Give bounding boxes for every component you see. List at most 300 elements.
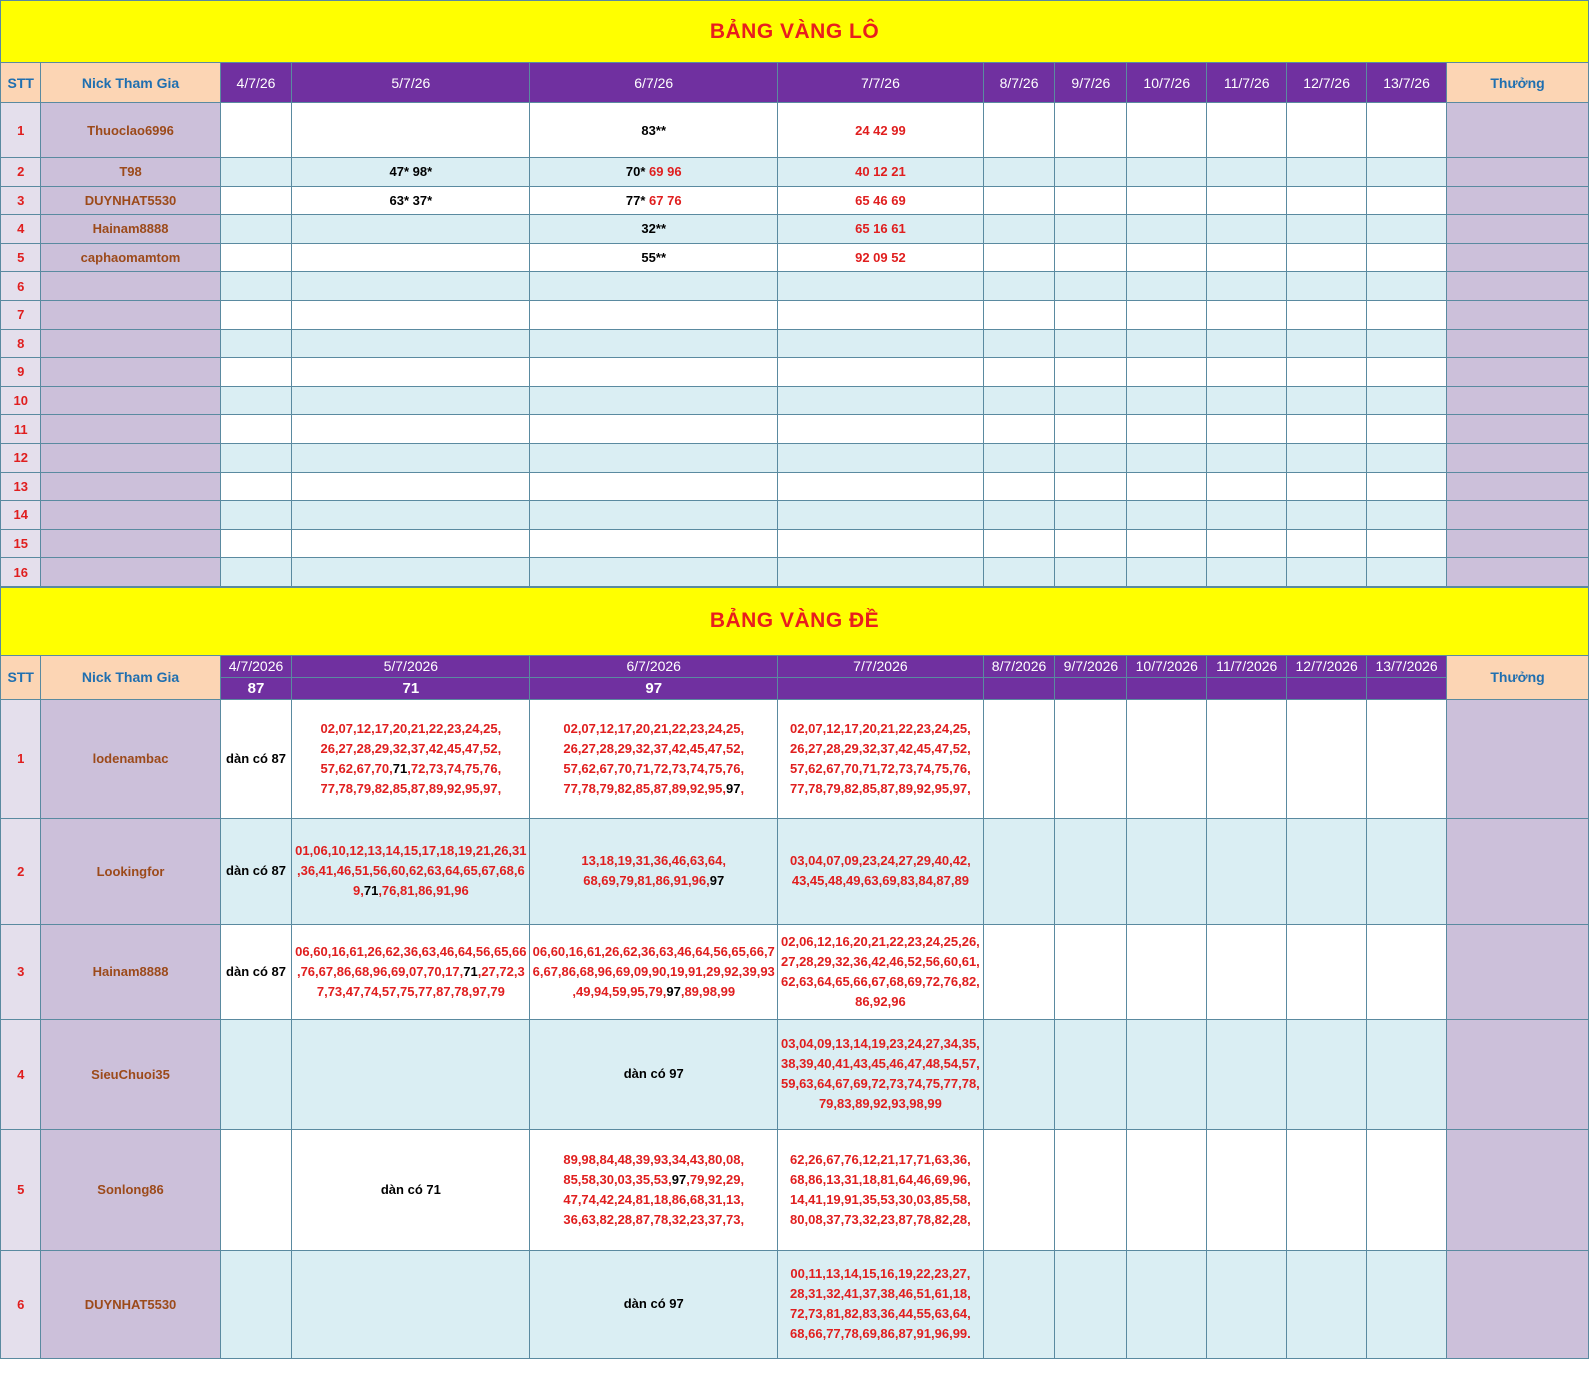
day-cell: [1127, 158, 1207, 187]
day-cell: [1367, 443, 1447, 472]
day-cell: [983, 103, 1055, 158]
day-cell: [778, 529, 983, 558]
day-cell: [1055, 818, 1127, 924]
cell-text: 70*: [625, 164, 650, 180]
day-cell: [1207, 272, 1287, 301]
day-cell: [292, 529, 530, 558]
day-cell: [983, 158, 1055, 187]
day-cell: [1127, 558, 1207, 587]
day-cell: [292, 1129, 530, 1250]
table-row: [1, 272, 1589, 301]
cell-text: 89,98,84,48,39,93,34,43,80,08, 85,58,30,03,35,53,: [563, 1151, 745, 1187]
cell-text: 47* 98*: [389, 164, 433, 180]
result-number: [1055, 677, 1127, 699]
cell-text: 03,04,09,13,14,19,23,24,27,34,35, 38,39,40,41,43,45,46,47,48,54,57, 59,63,64,67,69,72,73,74,75,77,78, 79,83,89,92,93,98,99: [781, 1036, 980, 1112]
day-cell: [778, 158, 983, 187]
day-cell: [530, 818, 778, 924]
day-cell: [1207, 329, 1287, 358]
reward-cell: [1447, 358, 1589, 387]
day-cell: [778, 103, 983, 158]
day-cell: [1055, 1250, 1127, 1358]
reward-cell: [1447, 158, 1589, 187]
day-cell: [1287, 472, 1367, 501]
day-cell: [1207, 1129, 1287, 1250]
cell-text: 97: [709, 873, 725, 889]
reward-cell: [1447, 215, 1589, 244]
day-cell: [1207, 501, 1287, 530]
day-cell: [983, 386, 1055, 415]
cell-text: 97: [726, 780, 741, 796]
reward-cell: [1447, 501, 1589, 530]
day-cell: [1207, 415, 1287, 444]
table-row: [1, 103, 1589, 158]
nick-name: DUYNHAT5530: [41, 186, 220, 215]
table-row: [1, 158, 1589, 187]
day-cell: [292, 501, 530, 530]
row-number: 12: [1, 443, 41, 472]
day-cell: [530, 358, 778, 387]
day-cell: [1367, 699, 1447, 818]
day-cell: [1287, 215, 1367, 244]
day-cell: [1287, 443, 1367, 472]
nick-name: Hainam8888: [41, 924, 220, 1019]
day-cell: [292, 386, 530, 415]
reward-cell: [1447, 529, 1589, 558]
lo-table: [0, 0, 1589, 587]
day-cell: [1055, 386, 1127, 415]
table-row: [1, 699, 1589, 818]
day-cell: [1287, 415, 1367, 444]
day-cell: [1055, 158, 1127, 187]
day-cell: [220, 272, 292, 301]
day-cell: [1367, 924, 1447, 1019]
day-cell: [1207, 472, 1287, 501]
day-cell: [983, 358, 1055, 387]
cell-text: ,27,72,3 7,73,47,74,57,75,77,87,78,97,79: [316, 963, 525, 999]
day-cell: [778, 443, 983, 472]
nick-name: [41, 443, 220, 472]
nick-name: T98: [41, 158, 220, 187]
day-cell: [1207, 186, 1287, 215]
day-cell: [1367, 472, 1447, 501]
day-cell: [1127, 215, 1207, 244]
reward-cell: [1447, 186, 1589, 215]
cell-text: 63* 37*: [389, 192, 433, 208]
day-cell: [1287, 1019, 1367, 1129]
day-cell: [778, 358, 983, 387]
de-title: BẢNG VÀNG ĐỀ: [1, 587, 1589, 655]
day-cell: [983, 415, 1055, 444]
row-number: 4: [1, 215, 41, 244]
day-cell: [1367, 272, 1447, 301]
cell-text: ,76,81,86,91,96: [378, 883, 469, 899]
day-cell: [1287, 924, 1367, 1019]
day-cell: [1127, 443, 1207, 472]
date-header: 13/7/2026: [1367, 655, 1447, 677]
day-cell: [1287, 386, 1367, 415]
result-number: [1207, 677, 1287, 699]
day-cell: [220, 243, 292, 272]
day-cell: [1055, 501, 1127, 530]
day-cell: [1207, 300, 1287, 329]
day-cell: [530, 300, 778, 329]
day-cell: [530, 386, 778, 415]
day-cell: [1127, 358, 1207, 387]
nick-name: SieuChuoi35: [41, 1019, 220, 1129]
day-cell: [530, 1250, 778, 1358]
day-cell: [1055, 186, 1127, 215]
reward-cell: [1447, 272, 1589, 301]
day-cell: [1127, 186, 1207, 215]
table-row: [1, 501, 1589, 530]
day-cell: [983, 1019, 1055, 1129]
day-cell: [983, 818, 1055, 924]
reward-cell: [1447, 329, 1589, 358]
day-cell: [1207, 1250, 1287, 1358]
reward-header: Thưởng: [1447, 63, 1589, 103]
day-cell: [1287, 272, 1367, 301]
day-cell: [530, 186, 778, 215]
day-cell: [1055, 329, 1127, 358]
day-cell: [292, 699, 530, 818]
cell-text: 71: [363, 883, 379, 899]
row-number: 5: [1, 243, 41, 272]
day-cell: [1207, 103, 1287, 158]
cell-text: 13,18,19,31,36,46,63,64, 68,69,79,81,86,91,96,: [581, 853, 726, 889]
cell-text: 71: [463, 963, 478, 979]
cell-text: 40 12 21: [855, 164, 906, 180]
de-table: [0, 587, 1589, 1359]
nick-name: DUYNHAT5530: [41, 1250, 220, 1358]
day-cell: [530, 924, 778, 1019]
cell-text: 62,26,67,76,12,21,17,71,63,36, 68,86,13,31,18,81,64,46,69,96, 14,41,19,91,35,53,30,03,85,58, 80,08,37,73,32,23,87,78,82,28,: [790, 1151, 971, 1227]
day-cell: [983, 501, 1055, 530]
day-cell: [1367, 103, 1447, 158]
cell-text: 00,11,13,14,15,16,19,22,23,27, 28,31,32,41,37,38,46,51,61,18, 72,73,81,82,83,36,44,55,63,64, 68,66,77,78,69,86,87,91,96,99.: [790, 1266, 971, 1342]
cell-text: 97: [666, 983, 681, 999]
date-header: 12/7/26: [1287, 63, 1367, 103]
day-cell: [1367, 243, 1447, 272]
cell-text: 71: [392, 760, 408, 776]
row-number: 5: [1, 1129, 41, 1250]
day-cell: [1127, 103, 1207, 158]
day-cell: [530, 1129, 778, 1250]
day-cell: [778, 501, 983, 530]
reward-cell: [1447, 1019, 1589, 1129]
day-cell: [1127, 300, 1207, 329]
day-cell: [292, 818, 530, 924]
row-number: 11: [1, 415, 41, 444]
day-cell: [1367, 415, 1447, 444]
day-cell: [1127, 329, 1207, 358]
row-number: 13: [1, 472, 41, 501]
stt-header: STT: [1, 63, 41, 103]
nick-name: [41, 272, 220, 301]
row-number: 3: [1, 186, 41, 215]
day-cell: [220, 1129, 292, 1250]
day-cell: [1367, 501, 1447, 530]
day-cell: [1287, 558, 1367, 587]
reward-cell: [1447, 386, 1589, 415]
row-number: 14: [1, 501, 41, 530]
nick-name: lodenambac: [41, 699, 220, 818]
day-cell: [983, 1129, 1055, 1250]
table-row: [1, 215, 1589, 244]
result-number: 97: [530, 677, 778, 699]
cell-text: 65 46 69: [855, 192, 906, 208]
table-row: [1, 558, 1589, 587]
day-cell: [1367, 300, 1447, 329]
day-cell: [292, 103, 530, 158]
day-cell: [530, 158, 778, 187]
day-cell: [292, 272, 530, 301]
table-row: [1, 529, 1589, 558]
table-row: [1, 386, 1589, 415]
nick-name: [41, 415, 220, 444]
table-row: [1, 1250, 1589, 1358]
cell-text: ,79,92,29, 47,74,42,24,81,18,86,68,31,13, 36,63,82,28,87,78,32,23,37,73,: [563, 1171, 745, 1227]
reward-cell: [1447, 699, 1589, 818]
cell-text: ,89,98,99: [680, 983, 736, 999]
day-cell: [983, 558, 1055, 587]
day-cell: [530, 103, 778, 158]
day-cell: [530, 1019, 778, 1129]
day-cell: [530, 529, 778, 558]
day-cell: [983, 243, 1055, 272]
day-cell: [1367, 329, 1447, 358]
day-cell: [1055, 529, 1127, 558]
day-cell: [530, 415, 778, 444]
reward-cell: [1447, 300, 1589, 329]
cell-text: 97: [671, 1171, 687, 1187]
date-header: 11/7/2026: [1207, 655, 1287, 677]
day-cell: [530, 443, 778, 472]
day-cell: [220, 300, 292, 329]
day-cell: [983, 329, 1055, 358]
day-cell: [220, 415, 292, 444]
day-cell: [1055, 243, 1127, 272]
row-number: 7: [1, 300, 41, 329]
day-cell: [220, 103, 292, 158]
day-cell: [1207, 443, 1287, 472]
date-header: 6/7/26: [530, 63, 778, 103]
reward-cell: [1447, 472, 1589, 501]
day-cell: [1055, 1129, 1127, 1250]
reward-cell: [1447, 443, 1589, 472]
day-cell: [1207, 558, 1287, 587]
day-cell: [530, 329, 778, 358]
reward-cell: [1447, 818, 1589, 924]
day-cell: [1127, 272, 1207, 301]
day-cell: [220, 158, 292, 187]
day-cell: [1127, 529, 1207, 558]
cell-text: 24 42 99: [855, 122, 906, 138]
day-cell: [983, 924, 1055, 1019]
day-cell: [1367, 1250, 1447, 1358]
day-cell: [1055, 443, 1127, 472]
date-header: 6/7/2026: [530, 655, 778, 677]
day-cell: [220, 558, 292, 587]
row-number: 2: [1, 158, 41, 187]
day-cell: [1287, 103, 1367, 158]
stt-header: STT: [1, 655, 41, 699]
day-cell: [778, 924, 983, 1019]
row-number: 6: [1, 1250, 41, 1358]
day-cell: [1055, 358, 1127, 387]
day-cell: [1367, 1129, 1447, 1250]
day-cell: [1055, 1019, 1127, 1129]
day-cell: [292, 1019, 530, 1129]
day-cell: [1287, 818, 1367, 924]
day-cell: [292, 358, 530, 387]
day-cell: [292, 472, 530, 501]
day-cell: [1127, 818, 1207, 924]
date-header: 7/7/2026: [778, 655, 983, 677]
cell-text: 06,60,16,61,26,62,36,63,46,64,56,65,66 ,76,67,86,68,96,69,07,70,17,: [295, 943, 527, 979]
day-cell: [1207, 358, 1287, 387]
day-cell: [220, 818, 292, 924]
day-cell: [1207, 699, 1287, 818]
day-cell: [1287, 358, 1367, 387]
date-header: 8/7/2026: [983, 655, 1055, 677]
day-cell: [220, 443, 292, 472]
day-cell: [778, 818, 983, 924]
day-cell: [530, 243, 778, 272]
day-cell: [778, 472, 983, 501]
nick-name: [41, 558, 220, 587]
day-cell: [1207, 924, 1287, 1019]
day-cell: [1207, 818, 1287, 924]
day-cell: [1127, 243, 1207, 272]
day-cell: [1287, 501, 1367, 530]
reward-cell: [1447, 415, 1589, 444]
result-number: [983, 677, 1055, 699]
date-header: 12/7/2026: [1287, 655, 1367, 677]
day-cell: [1055, 215, 1127, 244]
day-cell: [1055, 415, 1127, 444]
day-cell: [1207, 386, 1287, 415]
day-cell: [1055, 472, 1127, 501]
day-cell: [292, 415, 530, 444]
cell-text: 92 09 52: [855, 250, 906, 266]
cell-text: 65 16 61: [855, 221, 906, 237]
row-number: 10: [1, 386, 41, 415]
cell-text: 02,07,12,17,20,21,22,23,24,25, 26,27,28,29,32,37,42,45,47,52, 57,62,67,70,: [320, 720, 502, 776]
day-cell: [1287, 699, 1367, 818]
day-cell: [220, 215, 292, 244]
day-cell: [1287, 329, 1367, 358]
day-cell: [292, 243, 530, 272]
nick-name: [41, 358, 220, 387]
cell-text: ,: [740, 780, 745, 796]
cell-text: dàn có 87: [226, 963, 286, 979]
day-cell: [530, 215, 778, 244]
day-cell: [778, 558, 983, 587]
day-cell: [1287, 529, 1367, 558]
day-cell: [1055, 699, 1127, 818]
date-header: 9/7/26: [1055, 63, 1127, 103]
day-cell: [983, 186, 1055, 215]
day-cell: [983, 215, 1055, 244]
day-cell: [983, 272, 1055, 301]
day-cell: [1207, 529, 1287, 558]
cell-text: 55**: [641, 250, 666, 266]
day-cell: [220, 924, 292, 1019]
result-number: 71: [292, 677, 530, 699]
day-cell: [1367, 529, 1447, 558]
row-number: 6: [1, 272, 41, 301]
table-row: [1, 924, 1589, 1019]
cell-text: dàn có 87: [226, 863, 286, 879]
day-cell: [292, 329, 530, 358]
day-cell: [220, 472, 292, 501]
reward-cell: [1447, 924, 1589, 1019]
row-number: 15: [1, 529, 41, 558]
table-row: [1, 472, 1589, 501]
day-cell: [983, 443, 1055, 472]
date-header: 5/7/2026: [292, 655, 530, 677]
day-cell: [778, 1129, 983, 1250]
day-cell: [1127, 1129, 1207, 1250]
day-cell: [1055, 300, 1127, 329]
day-cell: [292, 558, 530, 587]
day-cell: [1127, 924, 1207, 1019]
day-cell: [220, 386, 292, 415]
cell-text: 02,07,12,17,20,21,22,23,24,25, 26,27,28,29,32,37,42,45,47,52, 57,62,67,70,71,72,73,74,75,76, 77,78,79,82,85,87,89,92,95,: [563, 720, 745, 796]
day-cell: [220, 529, 292, 558]
day-cell: [1207, 1019, 1287, 1129]
cell-text: ,72,73,74,75,76, 77,78,79,82,85,87,89,92,95,97,: [320, 760, 502, 796]
table-row: [1, 443, 1589, 472]
day-cell: [530, 501, 778, 530]
row-number: 1: [1, 699, 41, 818]
row-number: 9: [1, 358, 41, 387]
day-cell: [292, 443, 530, 472]
cell-text: 32**: [641, 221, 666, 237]
day-cell: [1367, 158, 1447, 187]
day-cell: [1127, 1250, 1207, 1358]
day-cell: [1207, 215, 1287, 244]
cell-text: 01,06,10,12,13,14,15,17,18,19,21,26,31 ,36,41,46,51,56,60,62,63,64,65,67,68,6 9,: [295, 843, 527, 899]
day-cell: [220, 1250, 292, 1358]
day-cell: [1055, 558, 1127, 587]
day-cell: [1127, 501, 1207, 530]
reward-cell: [1447, 558, 1589, 587]
reward-header: Thưởng: [1447, 655, 1589, 699]
row-number: 4: [1, 1019, 41, 1129]
day-cell: [1367, 1019, 1447, 1129]
day-cell: [292, 300, 530, 329]
result-number: [778, 677, 983, 699]
result-number: 87: [220, 677, 292, 699]
day-cell: [292, 215, 530, 244]
table-row: [1, 1129, 1589, 1250]
row-number: 16: [1, 558, 41, 587]
day-cell: [292, 186, 530, 215]
day-cell: [1055, 272, 1127, 301]
table-row: [1, 329, 1589, 358]
date-header: 4/7/2026: [220, 655, 292, 677]
reward-cell: [1447, 1250, 1589, 1358]
row-number: 8: [1, 329, 41, 358]
day-cell: [530, 558, 778, 587]
day-cell: [220, 699, 292, 818]
day-cell: [983, 300, 1055, 329]
day-cell: [983, 699, 1055, 818]
day-cell: [220, 186, 292, 215]
cell-text: 06,60,16,61,26,62,36,63,46,64,56,65,66,7 6,67,86,68,96,69,09,90,19,91,29,92,39,93 ,49,94,59,95,79,: [532, 943, 775, 999]
day-cell: [778, 329, 983, 358]
